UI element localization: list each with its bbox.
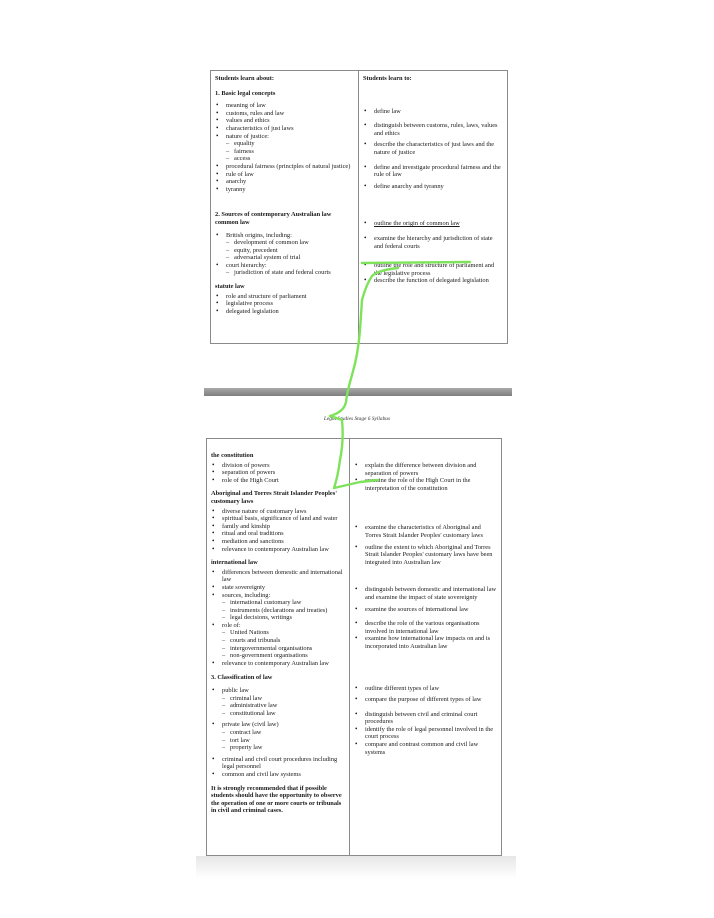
list-item: • family and kinship [211, 523, 345, 531]
statute-law-heading: statute law [215, 283, 245, 291]
list-item: • describe the function of delegated legislation [363, 277, 503, 285]
list-item: • sources, including: [211, 592, 345, 600]
list-item: • identify the role of legal personnel involved in the court process [354, 726, 497, 741]
list-item: • examine how international law impacts on and is incorporated into Australian law [354, 635, 497, 650]
sub-list-item: – legal decisions, writings [211, 614, 345, 622]
page-footer-label: Legal Studies Stage 6 Syllabus [323, 416, 391, 422]
learn-about-header: Students learn about: [215, 75, 274, 82]
list-item: • examine the characteristics of Aboriginal and Torres Strait Islander Peoples' customary laws [354, 524, 497, 539]
section-basic-legal-concepts: 1. Basic legal concepts [215, 89, 276, 97]
list-item: • describe the role of the various organisations involved in international law [354, 620, 497, 635]
list-item: • compare the purpose of different types of law [354, 696, 497, 704]
sub-list-item: – United Nations [211, 629, 345, 637]
list-item: • explain the difference between division and separation of powers [354, 462, 497, 477]
sub-list-item: – property law [211, 744, 345, 752]
sub-list-item: – intergovernmental organisations [211, 645, 345, 653]
list-item: • distinguish between domestic and international law and examine the impact of state sovereignty [354, 586, 497, 601]
sub-list-item: – contract law [211, 729, 345, 737]
list-item: • customs, rules and law [215, 110, 354, 118]
sub-list-item: – administrative law [211, 702, 345, 710]
list-item: • common and civil law systems [211, 771, 345, 779]
list-item: • distinguish between civil and criminal court procedures [354, 711, 497, 726]
list-item: • rule of law [215, 171, 354, 179]
section-classification-of-law: 3. Classification of law [211, 674, 273, 682]
sub-list-item: – development of common law [215, 239, 354, 247]
list-item: • British origins, including: [215, 232, 354, 240]
list-item: • tyranny [215, 186, 354, 194]
sub-list-item: – constitutional law [211, 710, 345, 718]
sub-list-item: – international customary law [211, 599, 345, 607]
list-item: • court hierarchy: [215, 262, 354, 270]
sub-list-item: – access [215, 155, 354, 163]
sub-list-item: – instruments (declarations and treaties) [211, 607, 345, 615]
list-item: • delegated legislation [215, 308, 354, 316]
sub-list-item: – non-government organisations [211, 652, 345, 660]
list-item: • examine the role of the High Court in the interpretation of the constitution [354, 477, 497, 492]
list-item: • procedural fairness (principles of natural justice) [215, 163, 354, 171]
list-item: • spiritual basis, significance of land and water [211, 515, 345, 523]
list-item: • division of powers [211, 462, 345, 470]
sub-list-item: – equality [215, 140, 354, 148]
list-item: • examine the sources of international law [354, 606, 497, 614]
learn-to-header: Students learn to: [363, 75, 412, 82]
list-item: • nature of justice: [215, 133, 354, 141]
list-item: • role and structure of parliament [215, 293, 354, 301]
list-item: • values and ethics [215, 117, 354, 125]
sub-list-item: – courts and tribunals [211, 637, 345, 645]
atsi-customary-law-heading: Aboriginal and Torres Strait Islander Peoples' customary laws [211, 490, 337, 505]
list-item: • examine the hierarchy and jurisdiction of state and federal courts [363, 235, 503, 250]
list-item: • public law [211, 687, 345, 695]
sub-list-item: – criminal law [211, 695, 345, 703]
list-item: • describe the characteristics of just laws and the nature of justice [363, 141, 503, 156]
list-item: • outline different types of law [354, 685, 497, 693]
list-item: • characteristics of just laws [215, 125, 354, 133]
sub-list-item: – adversarial system of trial [215, 254, 354, 262]
list-item: • compare and contrast common and civil law systems [354, 741, 497, 756]
list-item: • define and investigate procedural fairness and the rule of law [363, 164, 503, 179]
court-visit-recommendation: It is strongly recommended that if possible students should have the opportunity to observe the operation of one or more courts or tribunals in civil and criminal cases. [211, 784, 342, 815]
sub-list-item: – equity, precedent [215, 247, 354, 255]
list-item: • distinguish between customs, rules, laws, values and ethics [363, 122, 503, 137]
list-item: • define anarchy and tyranny [363, 183, 503, 191]
sub-list-item: – tort law [211, 737, 345, 745]
list-item: • relevance to contemporary Australian law [211, 546, 345, 554]
constitution-heading: the constitution [211, 452, 254, 459]
list-item: • role of: [211, 622, 345, 630]
list-item: • anarchy [215, 178, 354, 186]
list-item: • differences between domestic and international law [211, 569, 345, 584]
page-number: 1 [354, 360, 357, 366]
list-item: • diverse nature of customary laws [211, 508, 345, 516]
list-item: • legislative process [215, 300, 354, 308]
list-item: • mediation and sanctions [211, 538, 345, 546]
list-item: • state sovereignty [211, 584, 345, 592]
list-item: • outline the extent to which Aboriginal and Torres Strait Islander Peoples' customary laws have been integrated into Australian law [354, 544, 497, 567]
sub-list-item: – jurisdiction of state and federal courts [215, 269, 354, 277]
section-sources-common-law: 2. Sources of contemporary Australian law common law [215, 211, 332, 226]
list-item: • outline the role and structure of parliament and the legislative process [363, 262, 503, 277]
list-item: • separation of powers [211, 469, 345, 477]
international-law-heading: international law [211, 559, 258, 567]
list-item: • relevance to contemporary Australian law [211, 660, 345, 668]
list-item: • ritual and oral traditions [211, 530, 345, 538]
sub-list-item: – fairness [215, 148, 354, 156]
list-item: • define law [363, 108, 503, 116]
list-item: • outline the origin of common law [363, 220, 503, 228]
list-item: • role of the High Court [211, 477, 345, 485]
list-item: • private law (civil law) [211, 721, 345, 729]
list-item: • criminal and civil court procedures including legal personnel [211, 756, 345, 771]
list-item: • meaning of law [215, 102, 354, 110]
